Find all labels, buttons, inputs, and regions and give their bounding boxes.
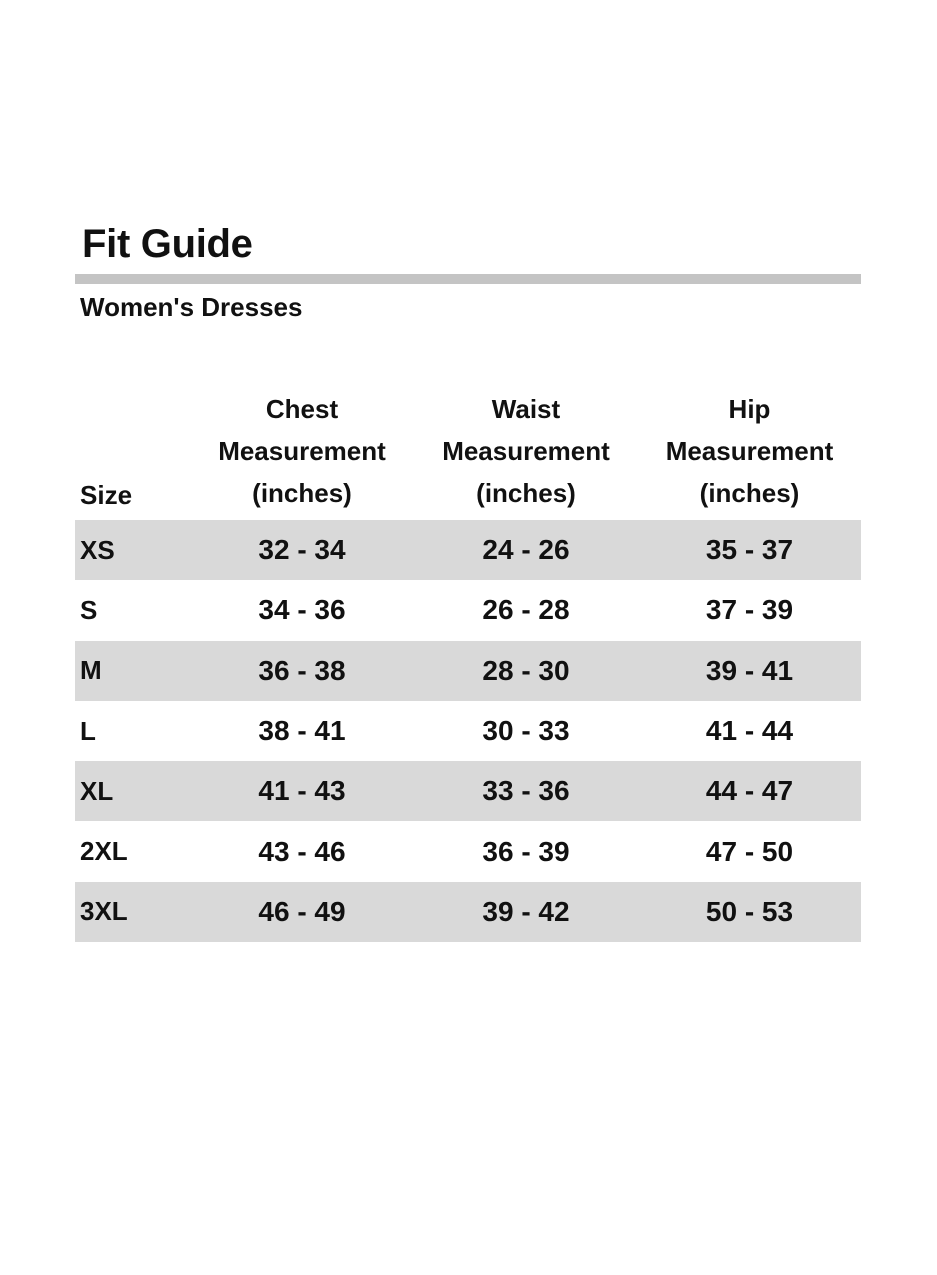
hip-cell: 47 - 50 bbox=[705, 835, 794, 867]
header-waist bbox=[414, 388, 638, 520]
size-cell: XS bbox=[80, 534, 115, 565]
page-subtitle: Women's Dresses bbox=[80, 292, 303, 322]
size-cell: L bbox=[80, 715, 96, 746]
chest-cell: 36 - 38 bbox=[258, 654, 346, 686]
table-body bbox=[75, 520, 861, 942]
chest-cell: 34 - 36 bbox=[258, 594, 346, 626]
size-cell: M bbox=[80, 655, 102, 686]
header-waist-line-3: (inches) bbox=[476, 478, 576, 508]
hip-cell: 44 - 47 bbox=[705, 775, 794, 807]
chest-cell: 41 - 43 bbox=[258, 775, 346, 807]
waist-cell: 24 - 26 bbox=[482, 534, 570, 566]
hip-cell: 39 - 41 bbox=[705, 654, 794, 686]
hip-cell: 41 - 44 bbox=[705, 715, 794, 747]
header-chest-line-1: Chest bbox=[265, 394, 339, 424]
size-cell: XL bbox=[80, 775, 114, 806]
table-row bbox=[75, 701, 861, 761]
header-chest-line-3: (inches) bbox=[252, 478, 352, 508]
waist-cell: 28 - 30 bbox=[482, 654, 570, 686]
header-hip bbox=[638, 388, 861, 520]
chest-cell: 32 - 34 bbox=[258, 534, 346, 566]
table-row bbox=[75, 821, 861, 881]
table-row bbox=[75, 520, 861, 580]
chest-cell: 43 - 46 bbox=[258, 835, 346, 867]
chest-cell: 46 - 49 bbox=[258, 895, 346, 927]
title-divider bbox=[75, 274, 861, 284]
table-row bbox=[75, 761, 861, 821]
waist-cell: 33 - 36 bbox=[482, 775, 570, 807]
waist-cell: 26 - 28 bbox=[482, 594, 570, 626]
waist-cell: 30 - 33 bbox=[482, 715, 570, 747]
header-hip-line-3: (inches) bbox=[699, 478, 800, 508]
header-size: Size bbox=[80, 480, 133, 510]
header-chest-line-2: Measurement bbox=[218, 436, 386, 466]
table-row bbox=[75, 882, 861, 942]
fit-guide-table bbox=[75, 388, 861, 942]
table-row bbox=[75, 580, 861, 640]
header-hip-line-2: Measurement bbox=[665, 436, 834, 466]
waist-cell: 36 - 39 bbox=[482, 835, 570, 867]
header-row bbox=[75, 388, 861, 520]
hip-cell: 50 - 53 bbox=[705, 895, 794, 927]
hip-cell: 35 - 37 bbox=[705, 534, 794, 566]
hip-cell: 37 - 39 bbox=[705, 594, 794, 626]
page-title: Fit Guide bbox=[82, 222, 253, 266]
table-row bbox=[75, 641, 861, 701]
size-cell: S bbox=[80, 594, 98, 625]
size-cell: 2XL bbox=[80, 836, 128, 867]
header-waist-line-1: Waist bbox=[491, 394, 561, 424]
header-chest bbox=[190, 388, 414, 520]
chest-cell: 38 - 41 bbox=[258, 715, 346, 747]
header-waist-line-2: Measurement bbox=[442, 436, 610, 466]
waist-cell: 39 - 42 bbox=[482, 895, 570, 927]
size-cell: 3XL bbox=[80, 896, 128, 927]
header-hip-line-1: Hip bbox=[728, 394, 771, 424]
table-header bbox=[75, 388, 861, 520]
